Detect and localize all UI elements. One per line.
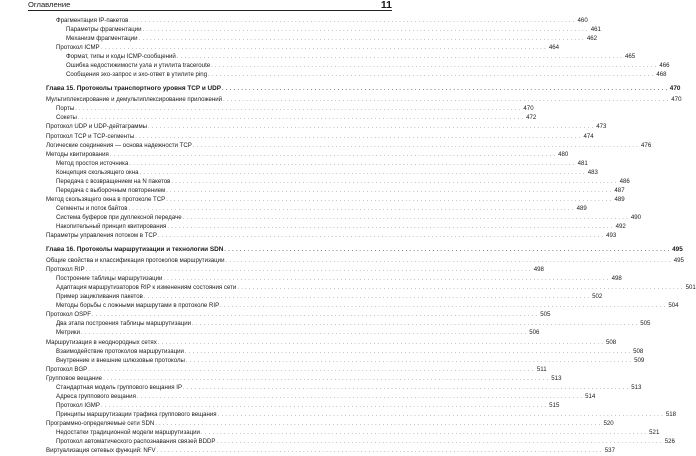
toc-entry[interactable]: [46, 256, 684, 265]
toc-entry-title: Передача с выборочным повторением: [56, 186, 166, 194]
toc-leader-dots: [186, 357, 631, 366]
toc-entry-title: Взаимодействие протоколов маршрутизации: [56, 347, 184, 355]
toc-entry-page: 501: [685, 284, 696, 292]
toc-entry-title: Стандартная модель группового вещания IP: [56, 383, 183, 391]
toc-entry-title: Общие свойства и классификация протоколов маршрутизации: [46, 257, 225, 265]
toc-leader-dots: [220, 302, 665, 311]
toc-entry[interactable]: [46, 283, 696, 292]
toc-entry-title: Глава 16. Протоколы маршрутизации и технологии SDN: [46, 246, 224, 254]
toc-leader-dots: [171, 178, 616, 187]
toc-leader-dots: [193, 142, 638, 151]
toc-entry-title: Методы квитирования: [46, 150, 109, 158]
toc-entry-page: 518: [665, 410, 676, 418]
toc-entry[interactable]: [46, 132, 594, 141]
toc-leader-dots: [201, 429, 646, 438]
toc-entry[interactable]: [46, 383, 642, 392]
running-title: Оглавление: [28, 0, 71, 9]
toc-leader-dots: [158, 232, 603, 241]
toc-entry-title: Пример зацикливания пакетов: [56, 293, 143, 301]
toc-entry-page: 502: [592, 293, 603, 301]
toc-entry-title: Сообщения эхо-запрос и эхо-ответ в утилите ping: [66, 71, 208, 79]
toc-entry-title: Протокол OSPF: [46, 311, 91, 319]
toc-leader-dots: [225, 257, 670, 266]
toc-entry[interactable]: [46, 159, 588, 168]
toc-entry-page: 462: [586, 35, 597, 43]
toc-entry[interactable]: [46, 231, 617, 240]
toc-entry-title: Сокеты: [56, 114, 77, 122]
toc-entry-title: Ошибка недостижимости узла и утилита traceroute: [66, 62, 211, 70]
toc-entry-title: Протокол автоматического распознавания связей BDDP: [56, 438, 216, 446]
toc-entry[interactable]: [46, 310, 551, 319]
toc-leader-dots: [143, 26, 588, 35]
toc-entry-title: Протокол BGP: [46, 365, 88, 373]
toc-entry-title: Протокол ICMP: [56, 44, 100, 52]
toc-entry[interactable]: [46, 104, 534, 113]
toc-entry-page: 495: [673, 257, 684, 265]
toc-entry-page: 468: [656, 71, 667, 79]
toc-entry[interactable]: [46, 122, 607, 131]
toc-entry-page: 470: [671, 96, 682, 104]
toc-entry-title: Протокол TCP и TCP-сегменты: [46, 132, 135, 140]
toc-entry-page: 498: [611, 275, 622, 283]
toc-entry-title: Накопительный принцип квитирования: [56, 222, 167, 230]
toc-entry[interactable]: [46, 374, 562, 383]
toc-entry-title: Мультиплексирование и демультиплексирование приложений: [46, 96, 223, 104]
toc-entry-page: 470: [669, 85, 681, 93]
toc-entry-title: Глава 15. Протоколы транспортного уровня TCP и UDP: [46, 85, 222, 93]
toc-entry-page: 508: [605, 338, 617, 346]
toc-leader-dots: [128, 205, 573, 214]
toc-entry-page: 483: [587, 168, 598, 176]
toc-entry-page: 461: [590, 26, 601, 34]
toc-entry-title: Метод скользящего окна в протоколе TCP: [46, 195, 166, 203]
toc-entry-page: 472: [526, 114, 537, 122]
toc-entry-page: 526: [664, 438, 675, 446]
toc-entry-page: 520: [603, 419, 614, 427]
toc-entry[interactable]: [46, 16, 588, 25]
toc-entry[interactable]: [46, 25, 601, 34]
toc-entry-page: 476: [641, 141, 652, 149]
toc-entry[interactable]: [46, 52, 636, 61]
page-number: 11: [380, 0, 392, 11]
toc-entry-page: 489: [614, 195, 625, 203]
toc-entry-page: 514: [585, 392, 596, 400]
toc-entry-page: 511: [536, 365, 547, 373]
toc-leader-dots: [177, 53, 622, 62]
toc-entry-title: Внутренние и внешние шлюзовые протоколы: [56, 356, 185, 364]
toc-leader-dots: [167, 223, 612, 232]
toc-leader-dots: [148, 123, 593, 132]
toc-leader-dots: [139, 169, 584, 178]
toc-entry-title: Два этапа построения таблицы маршрутизации: [56, 320, 192, 328]
toc-entry-title: Метод простоя источника: [56, 159, 129, 167]
toc-entry-title: Недостатки традиционной модели маршрутизации: [56, 428, 200, 436]
toc-entry-title: Передача с возвращением на N пакетов: [56, 177, 171, 185]
toc-entry-title: Маршрутизация в неоднородных сетях: [46, 338, 157, 346]
toc-entry-page: 504: [668, 302, 679, 310]
toc-chapter-entry[interactable]: [46, 83, 681, 95]
toc-entry-title: Протокол UDP и UDP-дейтаграммы: [46, 123, 148, 131]
toc-leader-dots: [237, 284, 682, 293]
toc-leader-dots: [217, 438, 662, 447]
toc-leader-dots: [211, 62, 656, 71]
toc-entry-title: Фрагментация IP-пакетов: [56, 17, 129, 24]
toc-entry-title: Адреса группового вещания: [56, 392, 136, 400]
toc-entry[interactable]: [46, 213, 642, 222]
toc-entry[interactable]: [46, 43, 559, 52]
toc-entry-page: 473: [596, 123, 607, 131]
toc-leader-dots: [192, 320, 637, 329]
toc-chapter-entry[interactable]: [46, 244, 683, 256]
toc-leader-dots: [166, 196, 611, 205]
toc-leader-dots: [75, 105, 520, 114]
toc-entry-title: Построение таблицы маршрутизации: [56, 275, 163, 283]
toc-entry-title: Сегменты и поток байтов: [56, 204, 128, 212]
toc-leader-dots: [224, 244, 669, 256]
header-rule: [28, 10, 392, 11]
toc-entry-page: 493: [606, 232, 617, 240]
toc-entry[interactable]: [46, 274, 622, 283]
toc-entry-title: Концепция скользящего окна: [56, 168, 139, 176]
toc-entry-page: 464: [548, 44, 559, 52]
toc-entry-page: 505: [540, 311, 551, 319]
toc-entry-title: Протокол RIP: [46, 266, 85, 274]
toc-entry-page: 495: [672, 246, 683, 254]
toc-leader-dots: [222, 83, 667, 95]
toc-entry[interactable]: [46, 204, 587, 213]
toc-leader-dots: [185, 348, 630, 357]
toc-entry-page: 486: [619, 177, 630, 185]
toc-entry[interactable]: [46, 265, 544, 274]
toc-leader-dots: [110, 151, 555, 160]
toc-entry[interactable]: [46, 95, 682, 104]
toc-entry-page: 508: [633, 347, 644, 355]
toc-leader-dots: [223, 96, 668, 105]
toc-entry[interactable]: [46, 428, 660, 437]
toc-entry[interactable]: [46, 437, 675, 446]
toc-leader-dots: [88, 366, 533, 375]
toc-leader-dots: [218, 411, 663, 420]
toc-entry[interactable]: [46, 401, 560, 410]
toc-entry-title: Логические соединения — основа надежности TCP: [46, 141, 192, 149]
toc-entry[interactable]: [46, 347, 644, 356]
toc-entry[interactable]: [46, 186, 625, 195]
toc-leader-dots: [129, 160, 574, 169]
toc-leader-dots: [183, 214, 628, 223]
toc-leader-dots: [135, 133, 580, 142]
toc-leader-dots: [157, 447, 602, 456]
toc-leader-dots: [155, 420, 600, 429]
toc-entry-page: 490: [630, 213, 642, 221]
toc-entry-title: Механизм фрагментации: [66, 35, 138, 43]
toc-entry[interactable]: [46, 34, 597, 43]
toc-entry[interactable]: [46, 392, 596, 401]
toc-leader-dots: [183, 384, 628, 393]
toc-leader-dots: [129, 17, 574, 26]
toc-entry[interactable]: [46, 356, 645, 365]
toc-entry[interactable]: [46, 195, 625, 204]
toc-entry[interactable]: [46, 410, 676, 419]
toc-entry[interactable]: [46, 113, 537, 122]
toc-entry-page: 513: [631, 383, 642, 391]
toc-entry[interactable]: [46, 150, 569, 159]
page-header: [28, 0, 392, 14]
toc-entry[interactable]: [46, 292, 603, 301]
toc-leader-dots: [208, 71, 653, 80]
toc-entry-page: 474: [583, 132, 594, 140]
toc-entry-page: 492: [615, 222, 626, 230]
toc-entry-page: 513: [551, 374, 562, 382]
toc-entry-title: Формат, типы и коды ICMP-сообщений: [66, 53, 176, 61]
toc-leader-dots: [166, 187, 611, 196]
toc-entry-page: 487: [614, 186, 625, 194]
toc-entry[interactable]: [46, 222, 626, 231]
toc-entry[interactable]: [46, 338, 617, 347]
toc-entry-title: Методы борьбы с ложными маршрутами в протоколе RIP: [56, 302, 220, 310]
toc-entry-title: Протокол IGMP: [56, 401, 100, 409]
toc-entry-page: 460: [577, 17, 588, 24]
toc-entry-page: 506: [529, 329, 540, 337]
toc-leader-dots: [137, 393, 582, 402]
toc-entry[interactable]: [46, 365, 547, 374]
toc-entry-title: Система буферов при дуплексной передаче: [56, 213, 182, 221]
toc-entry-page: 470: [523, 105, 534, 113]
toc-entry-page: 481: [577, 159, 588, 167]
toc-entry-title: Программно-определяемые сети SDN: [46, 419, 155, 427]
toc-entry-title: Адаптация маршрутизаторов RIP к изменениям состояния сети: [56, 284, 237, 292]
toc-entry[interactable]: [46, 168, 598, 177]
toc-leader-dots: [158, 339, 603, 348]
toc-entry[interactable]: [46, 301, 679, 310]
toc-leader-dots: [139, 35, 584, 44]
toc-entry-page: 521: [649, 428, 660, 436]
toc-entry-title: Параметры фрагментации: [66, 26, 142, 34]
toc-entry-page: 489: [576, 204, 587, 212]
toc-entry-page: 515: [549, 401, 560, 409]
toc-entry[interactable]: [46, 319, 651, 328]
toc-entry-page: 537: [604, 447, 615, 455]
toc-entry-title: Порты: [56, 105, 75, 113]
toc-entry-page: 509: [634, 356, 645, 364]
toc-entry-page: 480: [558, 150, 569, 158]
toc-entry[interactable]: [46, 328, 540, 337]
toc-entry-page: 465: [625, 53, 636, 61]
toc-entry-title: Принципы маршрутизации трафика группового вещания: [56, 410, 217, 418]
toc-entry[interactable]: [46, 141, 652, 150]
toc-entry-page: 505: [640, 320, 651, 328]
toc-entry[interactable]: [46, 419, 614, 428]
toc-entry-page: 498: [533, 266, 544, 274]
toc-entry-title: Виртуализация сетевых функций: NFV: [46, 447, 156, 455]
table-of-contents: [46, 16, 696, 455]
toc-entry-title: Метрики: [56, 329, 80, 337]
toc-entry[interactable]: [46, 70, 667, 79]
toc-entry[interactable]: [46, 61, 670, 70]
toc-entry-page: 466: [659, 62, 670, 70]
toc-entry-title: Параметры управления потоком в TCP: [46, 232, 157, 240]
toc-entry[interactable]: [46, 446, 615, 455]
toc-entry[interactable]: [46, 177, 630, 186]
toc-entry-title: Групповое вещание: [46, 374, 103, 382]
